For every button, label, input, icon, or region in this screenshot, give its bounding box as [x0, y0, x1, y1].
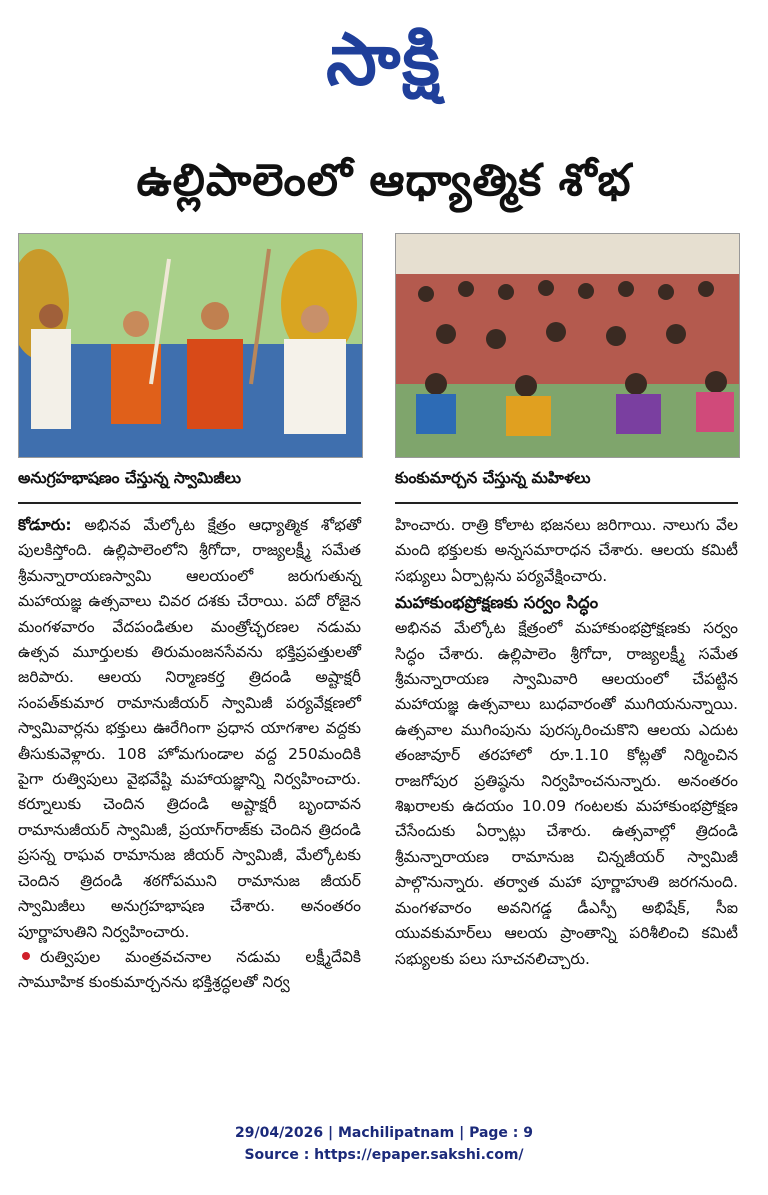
footer-date-edition: 29/04/2026 | Machilipatnam | Page : 9 — [234, 1125, 534, 1141]
dateline: కోడూరు: — [18, 516, 72, 534]
article-paragraph: అభినవ మేల్కోట క్షేత్రంలో మహాకుంభప్రోక్షణకు సర్వం సిద్ధం చేశారు. ఉల్లిపాలెం శ్రీగోదా, రాజ్యలక్ష్మీ సమేత శ్రీమన్నారాయణ స్వామివారి ఆలయంలో చేపట్టిన మహాయజ్ఞ ఉత్సవాలు బుధవారంతో ముగియనున్నాయి. ఉత్సవాల ముగింపును పురస్కరించుకొని ఆలయ ఎదుట తంజావూర్ తరహాలో రూ.1.10 కోట్లతో నిర్మించిన రాజగోపుర ప్రతిష్ఠను నిర్వహించనున్నారు. అనంతరం శిఖరాలకు ఉదయం 10.09 గంటలకు మహాకుంభప్రోక్షణ చేసేందుకు ఏర్పాట్లు చేశారు. ఉత్సవాల్లో త్రిదండి శ్రీమన్నారాయణ రామానుజ చిన్నజీయర్ స్వామిజీ పాల్గొనున్నారు. తర్వాత మహా పూర్ణాహుతి జరగనుంది. మంగళవారం అవనిగడ్డ డీఎస్పీ అభిషేక్, సీఐ యువకుమార్‌లు ఆలయ ప్రాంతాన్ని పరిశీలించి కమిటీ సభ్యులకు పలు సూచనలిచ్చారు. — [395, 619, 738, 968]
footer-source-link[interactable]: Source : https://epaper.sakshi.com/ — [244, 1147, 524, 1163]
article-paragraph — [18, 945, 361, 996]
photo-women-devotees — [395, 233, 740, 458]
photo-caption-right: కుంకుమార్చన చేస్తున్న మహిళలు — [395, 469, 591, 487]
article-paragraph — [18, 513, 361, 945]
photo-caption-left: అనుగ్రహభాషణం చేస్తున్న స్వామిజీలు — [18, 469, 242, 487]
article-column-left — [18, 513, 361, 996]
article-subheading: మహాకుంభప్రోక్షణకు సర్వం సిద్ధం — [395, 593, 599, 613]
article-headline: ఉల్లిపాలెంలో ఆధ్యాత్మిక శోభ — [136, 155, 632, 206]
masthead-logo: సాక్షి — [326, 17, 442, 101]
bullet-icon — [22, 952, 30, 960]
article-column-right — [395, 513, 738, 972]
newspaper-masthead — [0, 12, 768, 107]
paragraph-text: అభినవ మేల్కోట క్షేత్రం ఆధ్యాత్మిక శోభతో పులకిస్తోంది. ఉల్లిపాలెంలోని శ్రీగోదా, రాజ్యలక్ష్మీ సమేత శ్రీమన్నారాయణస్వామి ఆలయంలో జరుగుతున్న మహాయజ్ఞ ఉత్సవాలు చివర దశకు చేరాయి. పదో రోజైన మంగళవారం వేదపండితుల మంత్రోచ్ఛరణల నడుమ ఉత్సవ మూర్తులకు తిరుమంజనసేవను భక్తిప్రపత్తులతో జరిపారు. ఆలయ నిర్మాణకర్త త్రిదండి అష్టాక్షరీ సంపత్‌కుమార రామానుజీయర్ స్వామిజీ పర్యవేక్షణలో స్వామివార్లను భక్తులు ఊరేగింగా ప్రధాన యాగశాల వద్దకు తీసుకువెళ్లారు. 108 హోమగుండాల వద్ద 250మందికి పైగా రుత్విపులు వైభవేష్టి మహాయజ్ఞాన్ని నిర్వహించారు. కర్నూలుకు చెందిన త్రిదండి అష్టాక్షరీ బృందావన రామానుజీయర్ స్వామిజీ, ప్రయాగ్‌రాజ్‌కు చెందిన త్రిదండి ప్రసన్న రాఘవ రామానుజ జీయర్ స్వామిజీ, మేల్కోటకు చెందిన త్రిదండి శఠగోపముని రామానుజ జీయర్ స్వామిజీలు అనుగ్రహభాషణ చేశారు. అనంతరం పూర్ణాహుతిని నిర్వహించారు. — [18, 516, 361, 941]
column-divider-right — [395, 502, 738, 504]
article-paragraph: హించారు. రాత్రి కోలాట భజనలు జరిగాయి. నాలుగు వేల మంది భక్తులకు అన్నసమారాధన చేశారు. ఆలయ కమిటీ సభ్యులు ఏర్పాట్లను పర్యవేక్షించారు. — [395, 516, 738, 585]
photo-swamijis — [18, 233, 363, 458]
paragraph-text: రుత్విపుల మంత్రవచనాల నడుమ లక్ష్మీదేవికి సామూహిక కుంకుమార్చనను భక్తిశ్రద్ధలతో నిర్వ — [18, 947, 361, 992]
column-divider-left — [18, 502, 361, 504]
